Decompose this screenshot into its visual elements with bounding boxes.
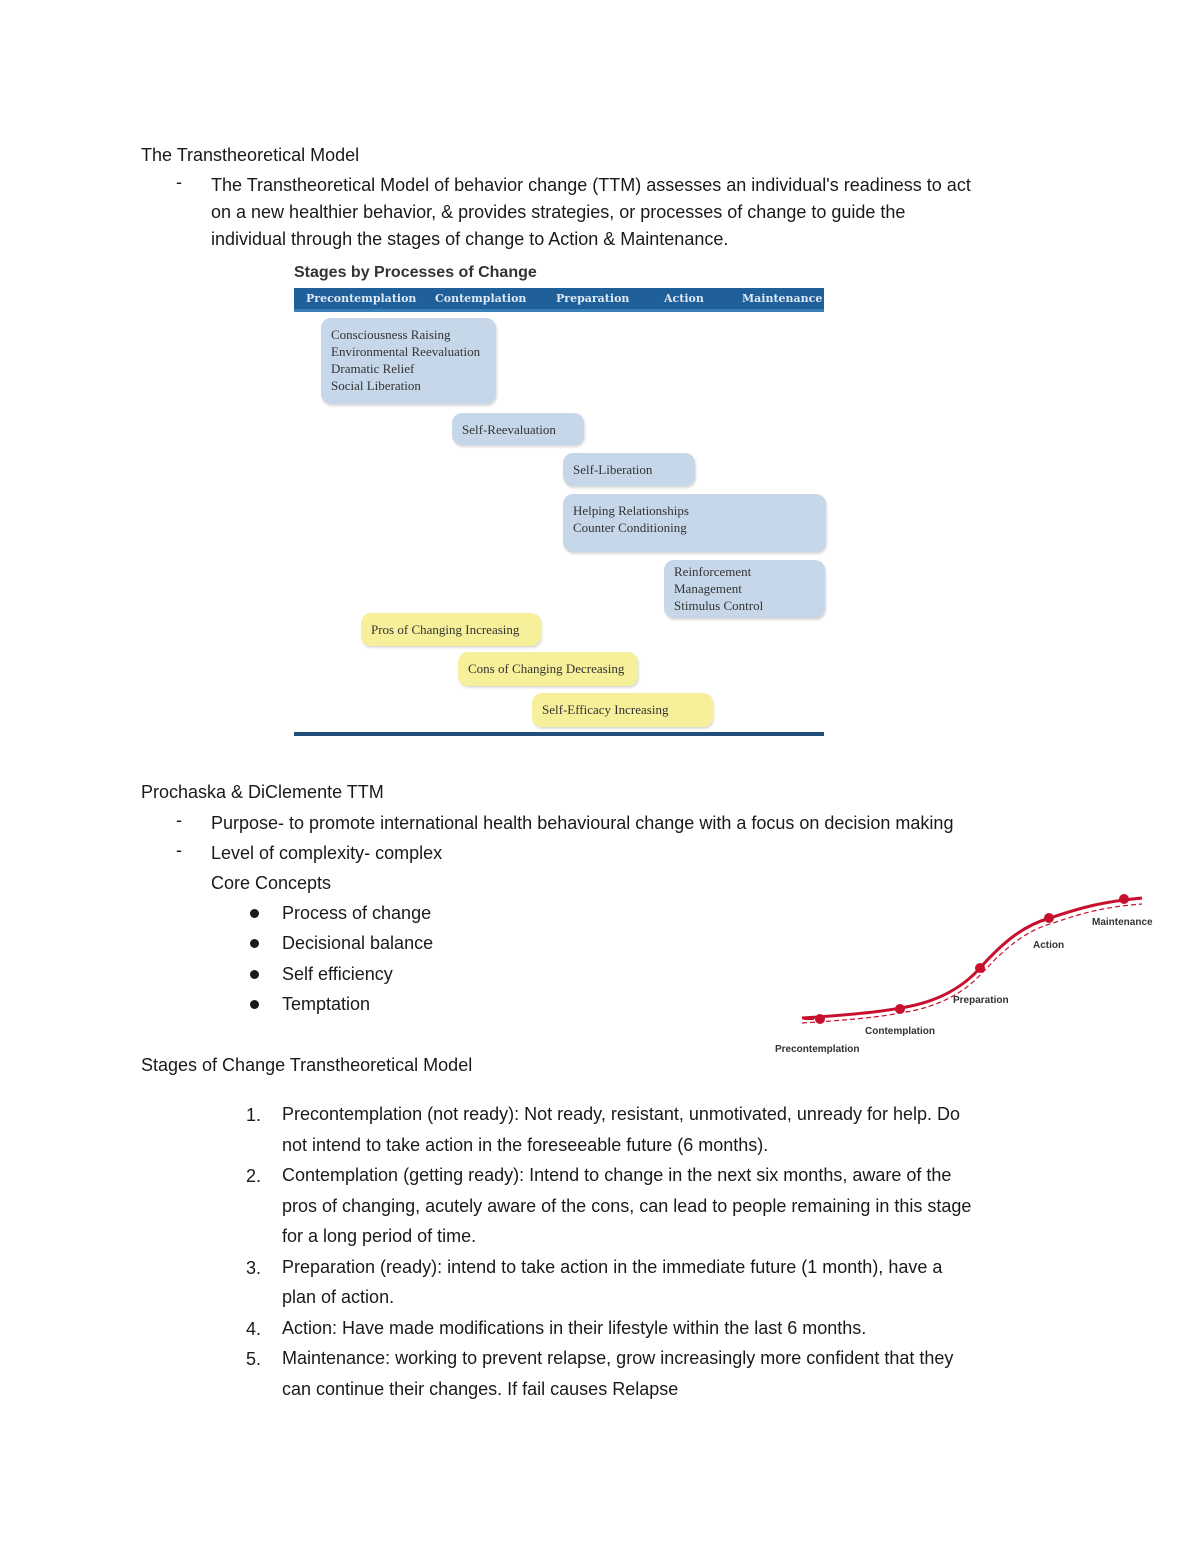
stage-description-line: Precontemplation (not ready): Not ready, resistant, unmotivated, unready for help. Do bbox=[282, 1104, 961, 1124]
list-number: 1. bbox=[246, 1105, 262, 1125]
stage-header-action: Action bbox=[664, 292, 704, 305]
box-line: Reinforcement bbox=[674, 564, 752, 579]
box-line: Pros of Changing Increasing bbox=[371, 622, 520, 637]
stage-curve-figure bbox=[770, 880, 1170, 1070]
process-box-awareness bbox=[321, 318, 496, 404]
stage-header-preparation: Preparation bbox=[556, 292, 630, 305]
bullet-dot bbox=[250, 909, 259, 918]
stage-description-line: can continue their changes. If fail causes Relapse bbox=[282, 1379, 679, 1399]
stage-header-bar bbox=[294, 288, 824, 312]
box-line: Cons of Changing Decreasing bbox=[468, 661, 625, 676]
box-line: Management bbox=[674, 581, 742, 596]
box-line: Self-Reevaluation bbox=[462, 422, 556, 437]
stage-header-precontemplation: Precontemplation bbox=[306, 292, 417, 305]
box-line: Social Liberation bbox=[331, 378, 421, 393]
box-self-efficacy-increasing bbox=[532, 693, 713, 727]
stage-header-contemplation: Contemplation bbox=[435, 292, 527, 305]
box-pros-increasing bbox=[361, 613, 541, 646]
process-box-self-reevaluation bbox=[452, 413, 584, 445]
section-heading-stages: Stages of Change Transtheoretical Model bbox=[141, 1055, 473, 1075]
stage-description-line: not intend to take action in the foreseeable future (6 months). bbox=[282, 1135, 769, 1155]
paragraph-line: The Transtheoretical Model of behavior change (TTM) assesses an individual's readiness to act bbox=[211, 175, 971, 195]
curve-label-maintenance: Maintenance bbox=[1092, 917, 1153, 928]
bullet-dot bbox=[250, 970, 259, 979]
section-heading-prochaska: Prochaska & DiClemente TTM bbox=[141, 782, 384, 802]
process-box-reinforcement bbox=[664, 560, 825, 618]
stage-description-line: Action: Have made modifications in their lifestyle within the last 6 months. bbox=[282, 1318, 867, 1338]
curve-label-contemplation: Contemplation bbox=[865, 1026, 935, 1037]
stage-curve-graphic bbox=[770, 880, 1170, 1070]
box-line: Dramatic Relief bbox=[331, 361, 415, 376]
list-number: 5. bbox=[246, 1349, 262, 1369]
diagram-title: Stages by Processes of Change bbox=[294, 264, 537, 281]
box-line: Self-Efficacy Increasing bbox=[542, 702, 669, 717]
core-concept-item: Self efficiency bbox=[282, 964, 393, 984]
process-box-self-liberation bbox=[563, 453, 695, 486]
complexity-line: Level of complexity- complex bbox=[211, 843, 443, 863]
paragraph-line: individual through the stages of change to Action & Maintenance. bbox=[211, 229, 729, 249]
core-concept-item: Process of change bbox=[282, 903, 432, 923]
core-concepts-title: Core Concepts bbox=[211, 873, 332, 893]
section-heading-ttm: The Transtheoretical Model bbox=[141, 145, 360, 165]
box-line: Consciousness Raising bbox=[331, 327, 451, 342]
bullet-dot bbox=[250, 1000, 259, 1009]
stages-processes-diagram bbox=[290, 262, 830, 742]
box-line: Self-Liberation bbox=[573, 462, 653, 477]
process-box-helping-relationships bbox=[563, 494, 826, 552]
curve-label-precontemplation: Precontemplation bbox=[775, 1044, 860, 1055]
dash-marker: - bbox=[176, 810, 182, 830]
paragraph-line: on a new healthier behavior, & provides strategies, or processes of change to guide the bbox=[211, 202, 906, 222]
list-number: 3. bbox=[246, 1258, 262, 1278]
stage-description-line: Preparation (ready): intend to take action in the immediate future (1 month), have a bbox=[282, 1257, 943, 1277]
core-concept-item: Decisional balance bbox=[282, 933, 434, 953]
curve-label-preparation: Preparation bbox=[953, 995, 1009, 1006]
box-line: Stimulus Control bbox=[674, 598, 764, 613]
diagram-bottom-rule bbox=[294, 732, 824, 736]
dash-marker: - bbox=[176, 840, 182, 860]
stage-description-line: plan of action. bbox=[282, 1287, 395, 1307]
list-number: 2. bbox=[246, 1166, 262, 1186]
box-cons-decreasing bbox=[458, 652, 638, 686]
core-concept-item: Temptation bbox=[282, 994, 371, 1014]
box-line: Counter Conditioning bbox=[573, 520, 687, 535]
curve-label-action: Action bbox=[1033, 940, 1065, 951]
stage-header-maintenance: Maintenance bbox=[742, 292, 823, 305]
stage-description-line: Maintenance: working to prevent relapse, grow increasingly more confident that they bbox=[282, 1348, 954, 1368]
list-number: 4. bbox=[246, 1319, 262, 1339]
box-line: Environmental Reevaluation bbox=[331, 344, 481, 359]
dash-marker: - bbox=[176, 172, 182, 192]
stage-description-line: for a long period of time. bbox=[282, 1226, 477, 1246]
purpose-line: Purpose- to promote international health behavioural change with a focus on decision making bbox=[211, 813, 954, 833]
bullet-dot bbox=[250, 939, 259, 948]
stage-description-line: pros of changing, acutely aware of the cons, can lead to people remaining in this stage bbox=[282, 1196, 972, 1216]
box-line: Helping Relationships bbox=[573, 503, 689, 518]
stage-description-line: Contemplation (getting ready): Intend to change in the next six months, aware of the bbox=[282, 1165, 952, 1185]
